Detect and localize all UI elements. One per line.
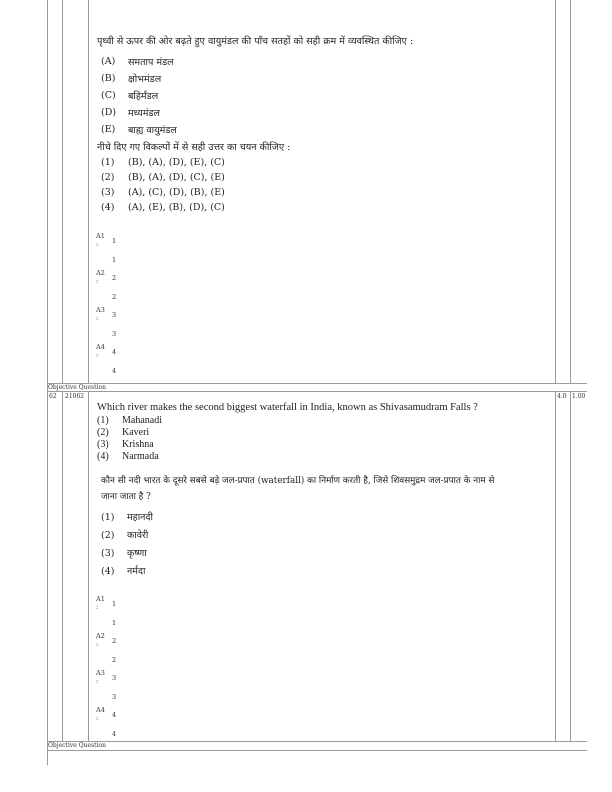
option-4-label: (4)	[101, 202, 115, 213]
answer-a3-colon: :	[96, 314, 99, 322]
answer2-a4-label: A4	[96, 706, 105, 714]
answer-a1-sub: 1	[112, 256, 117, 264]
option-hi-1-label: (1)	[101, 512, 115, 523]
answer2-a4-colon: :	[96, 714, 99, 722]
answer-a3-sub: 3	[112, 330, 117, 338]
option-hi-3-label: (3)	[101, 548, 115, 559]
answer2-a1-value: 1	[112, 600, 117, 608]
option-hi-1-text: महानदी	[127, 512, 153, 523]
option-2-text: (B), (A), (D), (C), (E)	[128, 172, 225, 183]
answer2-a2-label: A2	[96, 632, 105, 640]
item-b-label: (B)	[101, 73, 116, 84]
column-divider-serial-2	[62, 392, 63, 741]
question-serial: 62	[49, 393, 57, 400]
column-divider-id	[88, 0, 89, 383]
item-c-label: (C)	[101, 90, 116, 101]
row-divider-4	[47, 750, 587, 751]
row-divider-1	[47, 383, 587, 384]
item-b-text: क्षोभमंडल	[128, 74, 162, 85]
column-divider-serial	[62, 0, 63, 383]
column-divider-negative	[570, 0, 571, 383]
answer2-a2-sub: 2	[112, 656, 117, 664]
option-en-4-text: Narmada	[122, 451, 159, 462]
option-en-4-label: (4)	[97, 451, 109, 462]
answer2-a1-sub: 1	[112, 619, 117, 627]
answer-a2-label: A2	[96, 269, 105, 277]
row-divider-2	[47, 391, 587, 392]
option-3-label: (3)	[101, 187, 115, 198]
option-hi-4-label: (4)	[101, 566, 115, 577]
option-en-1-label: (1)	[97, 415, 109, 426]
answer2-a2-colon: :	[96, 640, 99, 648]
option-hi-4-text: नर्मदा	[127, 566, 146, 577]
option-1-label: (1)	[101, 157, 115, 168]
option-hi-2-label: (2)	[101, 530, 115, 541]
answer-a2-colon: :	[96, 277, 99, 285]
answer2-a1-label: A1	[96, 595, 105, 603]
question-hindi-2-line1: कौन सी नदी भारत के दूसरे सबसे बड़े जल-प्रपात (waterfall) का निर्माण करती है, जिसे शिवसमुद्रम जल-प्रपात के नाम से	[101, 476, 495, 486]
answer-a3-label: A3	[96, 306, 105, 314]
answer-a4-sub: 4	[112, 367, 117, 375]
item-e-text: बाह्य वायुमंडल	[128, 125, 177, 136]
option-4-text: (A), (E), (B), (D), (C)	[128, 202, 225, 213]
column-divider-marks-2	[555, 392, 556, 741]
column-divider-id-2	[88, 392, 89, 741]
answer2-a3-label: A3	[96, 669, 105, 677]
option-2-label: (2)	[101, 172, 115, 183]
option-hi-2-text: कावेरी	[127, 530, 149, 541]
answer-a3-value: 3	[112, 311, 117, 319]
choose-instruction: नीचे दिए गए विकल्पों में से सही उत्तर का चयन कीजिए :	[97, 142, 291, 153]
answer2-a3-sub: 3	[112, 693, 117, 701]
option-en-2-label: (2)	[97, 427, 109, 438]
column-divider-marks	[555, 0, 556, 383]
option-3-text: (A), (C), (D), (B), (E)	[128, 187, 225, 198]
section-label-objective-1: Objective Question	[48, 384, 106, 391]
option-en-2-text: Kaveri	[122, 427, 150, 438]
option-en-1-text: Mahanadi	[122, 415, 162, 426]
option-en-3-text: Krishna	[122, 439, 154, 450]
item-a-label: (A)	[101, 56, 116, 67]
answer2-a3-colon: :	[96, 677, 99, 685]
item-d-label: (D)	[101, 107, 117, 118]
section-label-objective-2: Objective Question	[48, 742, 106, 749]
answer-a4-value: 4	[112, 348, 117, 356]
question-hindi-1: पृथ्वी से ऊपर की ओर बढ़ते हुए वायुमंडल की पाँच सतहों को सही क्रम में व्यवस्थित कीजिए :	[97, 36, 414, 47]
row-divider-3	[47, 741, 587, 742]
answer-a1-value: 1	[112, 237, 117, 245]
question-marks: 4.0	[557, 393, 567, 400]
option-hi-3-text: कृष्णा	[127, 548, 147, 559]
answer2-a4-value: 4	[112, 711, 117, 719]
answer-a4-label: A4	[96, 343, 105, 351]
option-en-3-label: (3)	[97, 439, 109, 450]
answer2-a1-colon: :	[96, 603, 99, 611]
question-hindi-2-line2: जाना जाता है ?	[101, 492, 151, 502]
answer-a2-sub: 2	[112, 293, 117, 301]
column-divider-negative-2	[570, 392, 571, 741]
answer2-a3-value: 3	[112, 674, 117, 682]
option-1-text: (B), (A), (D), (E), (C)	[128, 157, 225, 168]
answer-a1-label: A1	[96, 232, 105, 240]
item-e-label: (E)	[101, 124, 116, 135]
question-english-2: Which river makes the second biggest waterfall in India, known as Shivasamudram Falls ?	[97, 402, 478, 413]
answer2-a4-sub: 4	[112, 730, 117, 738]
item-a-text: समताप मंडल	[128, 57, 174, 68]
answer-a4-colon: :	[96, 351, 99, 359]
answer-a2-value: 2	[112, 274, 117, 282]
answer-a1-colon: :	[96, 240, 99, 248]
question-id: 21062	[65, 393, 85, 400]
item-c-text: बहिर्मंडल	[128, 91, 159, 102]
item-d-text: मध्यमंडल	[128, 108, 160, 119]
answer2-a2-value: 2	[112, 637, 117, 645]
question-negative-marks: 1.00	[572, 393, 586, 400]
